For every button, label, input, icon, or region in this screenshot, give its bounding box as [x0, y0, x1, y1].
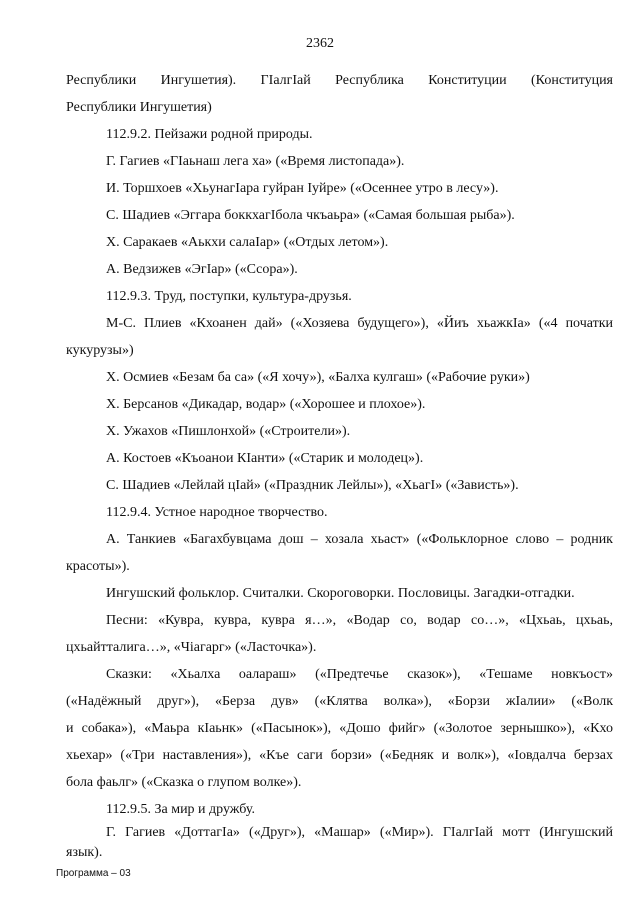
text-line: Республики Ингушетия)	[66, 100, 212, 115]
text-line: С. Шадиев «Эггара боккхагIбола чкъаьра» («Самая большая рыба»).	[106, 208, 515, 223]
text-line: Ингушский фольклор. Считалки. Скороговорки. Пословицы. Загадки-отгадки.	[106, 586, 575, 601]
text-line: язык).	[66, 845, 103, 860]
text-line: и собака»), «Маьра кIаьнк» («Пасынок»), «Дошо фийг» («Золотое зернышко»), «Кхо	[66, 721, 613, 736]
text-line: А. Ведзижев «ЭгIар» («Ссора»).	[106, 262, 298, 277]
text-line: Г. Гагиев «ГIаьнаш лега ха» («Время листопада»).	[106, 154, 405, 169]
text-line: Х. Осмиев «Безам ба са» («Я хочу»), «Балха кулгаш» («Рабочие руки»)	[106, 370, 530, 385]
text-line: Х. Берсанов «Дикадар, водар» («Хорошее и плохое»).	[106, 397, 426, 412]
text-line: А. Костоев «Къоанои КIанти» («Старик и молодец»).	[106, 451, 424, 466]
text-line: Сказки: «Хьалха оалараш» («Предтечье сказок»), «Тешаме новкъост»	[106, 667, 613, 682]
text-line: А. Танкиев «Багахбувцама дош – хозала хьаст» («Фольклорное слово – родник	[106, 532, 613, 547]
text-line: кукурузы»)	[66, 343, 134, 358]
text-line: хьехар» («Три наставления»), «Къе саги борзи» («Бедняк и волк»), «Iовдалча берзах	[66, 748, 613, 763]
text-line: цхьайтталига…», «Чiагарг» («Ласточка»).	[66, 640, 317, 655]
text-line: С. Шадиев «Лейлай цIай» («Праздник Лейлы»), «ХьагI» («Зависть»).	[106, 478, 519, 493]
text-line: бола фаьлг» («Сказка о глупом волке»).	[66, 775, 302, 790]
text-line: М-С. Плиев «Кхоанен дай» («Хозяева будущего»), «Йиъ хьажкIа» («4 початки	[106, 316, 613, 331]
text-line: («Надёжный друг»), «Берза дув» («Клятва волка»), «Борзи жIалии» («Волк	[66, 694, 613, 709]
page-number: 2362	[306, 36, 334, 51]
text-line: Г. Гагиев «ДоттагIа» («Друг»), «Машар» («Мир»). ГIалгIай мотт (Ингушский	[106, 825, 613, 840]
text-line: Песни: «Кувра, кувра, кувра я…», «Водар со, водар со…», «Цхьаь, цхьаь,	[106, 613, 613, 628]
section-heading: 112.9.3. Труд, поступки, культура-друзья.	[106, 289, 352, 304]
section-heading: 112.9.2. Пейзажи родной природы.	[106, 127, 313, 142]
text-line: И. Торшхоев «ХьунагIара гуйран Iуйре» («Осеннее утро в лесу»).	[106, 181, 499, 196]
text-line: Х. Саракаев «Аькхи салаIар» («Отдых летом»).	[106, 235, 389, 250]
section-heading: 112.9.5. За мир и дружбу.	[106, 802, 255, 817]
section-heading: 112.9.4. Устное народное творчество.	[106, 505, 328, 520]
text-line: Республики Ингушетия). ГIалгIай Республика Конституции (Конституция	[66, 73, 613, 88]
text-line: Х. Ужахов «Пишлонхой» («Строители»).	[106, 424, 351, 439]
text-line: красоты»).	[66, 559, 130, 574]
footer-label: Программа – 03	[56, 868, 131, 879]
